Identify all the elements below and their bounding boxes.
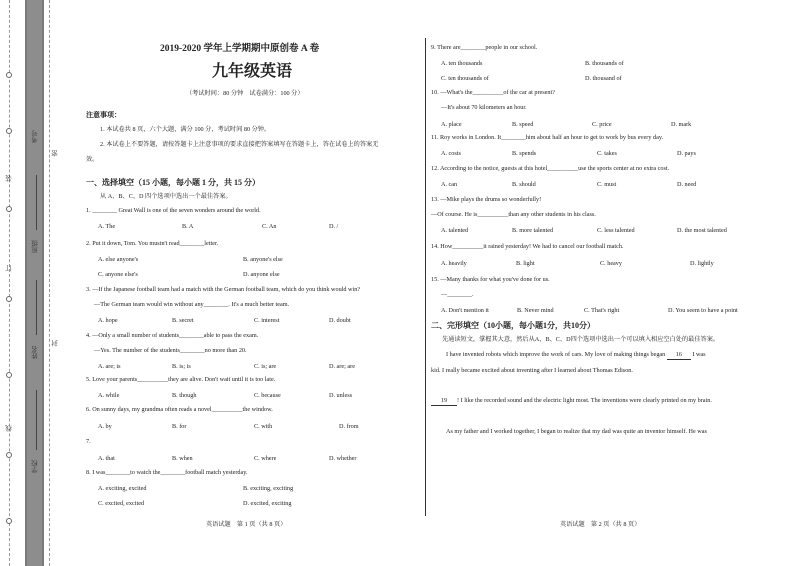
option: B. A <box>182 223 194 230</box>
option: B. secret <box>172 317 194 324</box>
binding-hole-icon <box>6 72 12 78</box>
option: A. costs <box>441 150 461 157</box>
section1-instruction: 从 A、B、C、D 四个选项中选出一个最佳答案。 <box>100 193 232 200</box>
option: B. more talented <box>512 227 554 234</box>
option: A. can <box>441 181 458 188</box>
class-label: 班级 <box>32 240 39 253</box>
binding-hole-icon <box>6 372 12 378</box>
binding-dashed-line-inner <box>49 0 50 566</box>
binding-hole-icon <box>6 128 12 134</box>
option: A. that <box>98 455 115 462</box>
option: C. must <box>597 181 617 188</box>
option: D. You seem to have a point <box>668 307 738 314</box>
note-item: 1. 本试卷共 8 页，六个大题，满分 100 分，考试时间 80 分钟。 <box>100 126 271 133</box>
option: B. anyone's else <box>243 256 283 263</box>
option: B. when <box>172 455 193 462</box>
option: D. unless <box>329 392 353 399</box>
exam-info: （考试时间：80 分钟 试卷满分：100 分） <box>186 90 304 97</box>
question-stem: 8. I was________to watch the________football match yesterday. <box>86 469 248 476</box>
passage-line: kid. I really became excited about inventing after I learned about Thomas Edison. <box>431 367 633 374</box>
option: A. else anyone's <box>98 256 139 263</box>
option: B. speed <box>512 121 534 128</box>
note-item: 效。 <box>86 156 99 163</box>
option: C. anyone else's <box>98 271 138 278</box>
option: C. takes <box>597 150 617 157</box>
binding-hole-icon <box>6 296 12 302</box>
option: B. thousands of <box>585 60 624 67</box>
option: D. excited, exciting <box>243 500 292 507</box>
option: D. the most talented <box>677 227 727 234</box>
option: B. Never mind <box>517 307 554 314</box>
option: D. doubt <box>329 317 351 324</box>
passage-line <box>446 351 706 360</box>
question-stem: 11. Roy works in London. It________him about half an hour to get to work by bus every day. <box>431 134 664 141</box>
blank-16: 16 <box>667 351 691 360</box>
option: B. should <box>512 181 536 188</box>
option: C. with <box>254 423 273 430</box>
option: D. mark <box>671 121 692 128</box>
name-line <box>36 280 37 335</box>
question-stem: 2. Put it down, Tom. You mustn't read________letter. <box>86 240 219 247</box>
notes-heading: 注意事项： <box>86 111 121 119</box>
option: C. is; are <box>254 363 277 370</box>
option: D. lightly <box>690 260 714 267</box>
question-line2: —Yes. The number of the students________no more than 20. <box>94 347 247 354</box>
blank-19: 19 <box>431 397 457 406</box>
option: C. An <box>262 223 277 230</box>
seal-char: 封 <box>52 340 59 347</box>
option: A. talented <box>441 227 469 234</box>
option: D. anyone else <box>243 271 280 278</box>
binding-strip-inner <box>27 0 42 566</box>
option: D. pays <box>677 150 696 157</box>
option: D. whether <box>329 455 357 462</box>
question-line2: —The German team would win without any________. It's a much better team. <box>94 301 290 308</box>
passage-line <box>431 397 712 406</box>
question-stem: 5. Love your parents__________they are alive. Don't wait until it is too late. <box>86 376 276 383</box>
option: C. ten thousands of <box>441 75 489 82</box>
question-stem: 6. On sunny days, my grandma often reads a novel__________the window. <box>86 406 273 413</box>
subject-title: 九年级英语 <box>212 63 293 80</box>
option: A. exciting, excited <box>98 485 147 492</box>
option: C. where <box>254 455 277 462</box>
question-stem: 13. —Mike plays the drums so wonderfully! <box>431 196 542 203</box>
binding-hole-icon <box>6 518 12 524</box>
option: B. light <box>516 260 535 267</box>
option: C. because <box>254 392 281 399</box>
passage-line: As my father and I worked together, I began to realize that my dad was quite an inventor himself. He was <box>446 428 707 435</box>
option: A. heavily <box>441 260 467 267</box>
option: D. need <box>677 181 697 188</box>
seal-char: 订 <box>6 265 13 272</box>
seal-char: 线 <box>6 425 13 432</box>
binding-hole-icon <box>6 452 12 458</box>
school-label: 学校 <box>32 460 39 473</box>
option: B. is; is <box>172 363 191 370</box>
footer-left: 英语试题 第 1 页（共 8 页） <box>206 521 287 528</box>
question-stem: 15. —Many thanks for what you've done for us. <box>431 276 550 283</box>
section2-instruction: 先通读短文，掌握其大意，然后从A、B、C、D四个选项中选出一个可以填入相应空白处的最佳答案。 <box>442 336 720 343</box>
option: A. The <box>98 223 116 230</box>
option: C. interest <box>254 317 280 324</box>
question-stem: 7. <box>86 438 91 445</box>
option: B. for <box>172 423 187 430</box>
note-item: 2. 本试卷上不要答题，请按答题卡上注意事项的要求直接把答案填写在答题卡上，答在试卷上的答案无 <box>100 141 379 148</box>
name-label: 姓名 <box>32 346 39 359</box>
column-divider <box>425 38 426 516</box>
binding-dashed-line <box>9 0 10 566</box>
option: D. / <box>329 223 339 230</box>
question-stem: 1. ________ Great Wall is one of the seven wonders around the world. <box>86 207 261 214</box>
passage-text: I was <box>692 351 706 358</box>
option: C. less talented <box>597 227 635 234</box>
option: B. spends <box>512 150 537 157</box>
option: A. by <box>98 423 112 430</box>
option: A. Don't mention it <box>441 307 489 314</box>
question-stem: 3. —If the Japanese football team had a match with the German football team, which do you think would win? <box>86 286 361 293</box>
binding-hole-icon <box>6 206 12 212</box>
exam-id-label: 考号 <box>32 130 39 143</box>
seal-char: 装 <box>6 175 13 182</box>
seal-char: 密 <box>52 150 59 157</box>
school-line <box>36 390 37 450</box>
question-line2: —It's about 70 kilometers an hour. <box>441 104 527 111</box>
option: A. hope <box>98 317 118 324</box>
question-line2: —________. <box>441 291 474 298</box>
footer-right: 英语试题 第 2 页（共 8 页） <box>560 521 641 528</box>
option: A. while <box>98 392 120 399</box>
option: B. exciting, exciting <box>243 485 294 492</box>
option: A. ten thousands <box>441 60 483 67</box>
section1-heading: 一、选择填空（15 小题，每小题 1 分，共 15 分） <box>86 178 260 187</box>
question-stem: 4. —Only a small number of students________able to pass the exam. <box>86 332 259 339</box>
question-line2: —Of course. He is__________than any other students in his class. <box>431 211 596 218</box>
question-stem: 10. —What's the__________of the car at present? <box>431 89 555 96</box>
option: A. place <box>441 121 462 128</box>
class-line <box>36 175 37 230</box>
option: D. from <box>339 423 359 430</box>
option: C. excited, excited <box>98 500 145 507</box>
option: A. are; is <box>98 363 121 370</box>
question-stem: 12. According to the notice, guests at this hotel__________use the sports center at no extra cost. <box>431 165 670 172</box>
exam-title: 2019-2020 学年上学期期中原创卷 A 卷 <box>160 44 320 54</box>
option: C. price <box>592 121 612 128</box>
question-stem: 9. There are________people in our school. <box>431 44 538 51</box>
option: D. are; are <box>329 363 355 370</box>
option: C. heavy <box>600 260 622 267</box>
passage-text: I have invented robots which improve the work of cars. My love of making things began <box>446 351 666 358</box>
option: C. That's right <box>584 307 620 314</box>
section2-heading: 二、完形填空（10小题，每小题1分，共10分） <box>431 321 595 330</box>
option: D. thousand of <box>585 75 622 82</box>
passage-text: ! I like the recorded sound and the electric light most. The inventions were clearly printed on my brain. <box>457 397 712 404</box>
option: B. though <box>172 392 197 399</box>
question-stem: 14. How__________it rained yesterday! We had to cancel our football match. <box>431 243 624 250</box>
